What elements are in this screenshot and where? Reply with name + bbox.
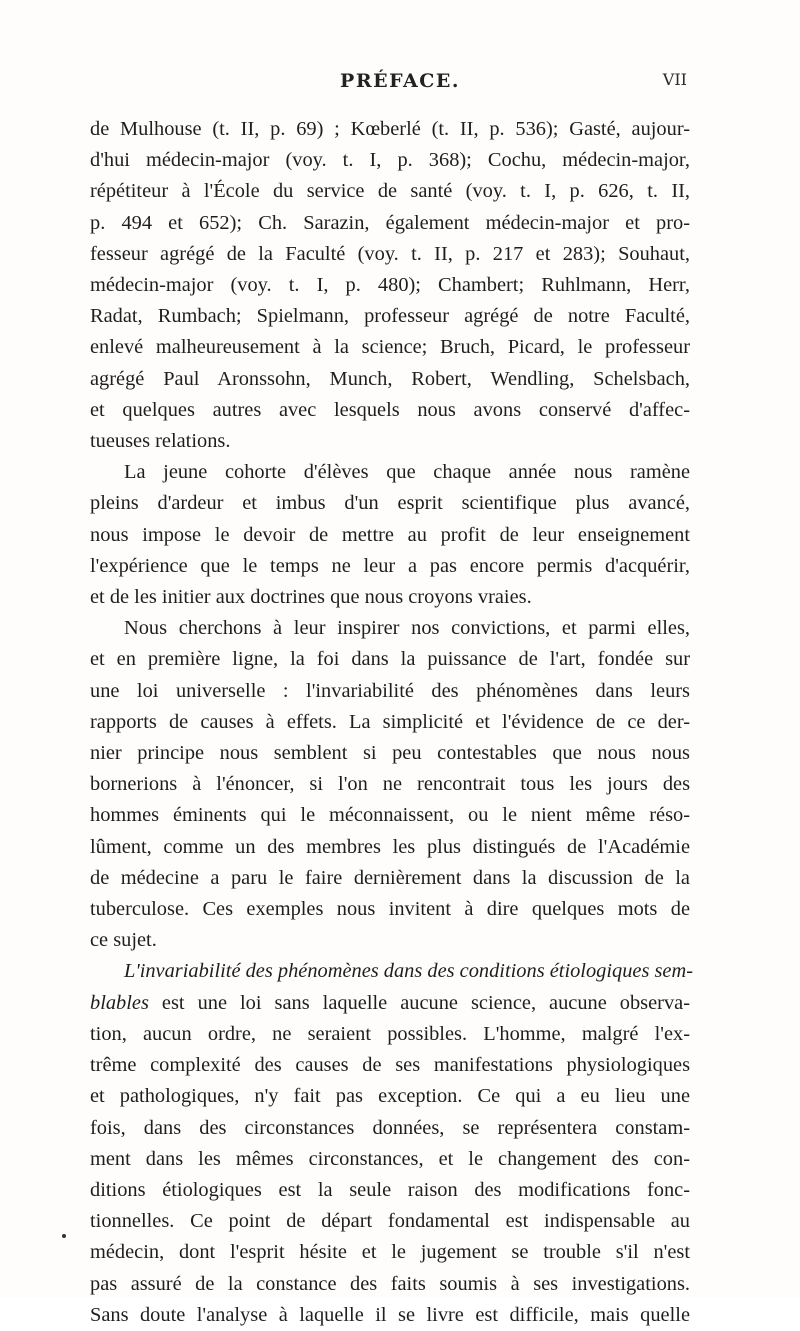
text-line: d'hui médecin-major (voy. t. I, p. 368); Cochu, médecin-major, <box>90 149 690 172</box>
text-line: Nous cherchons à leur inspirer nos convictions, et parmi elles, <box>124 617 690 640</box>
page-header <box>0 70 800 102</box>
text-line: une loi universelle : l'invariabilité des phénomènes dans leurs <box>90 679 690 702</box>
text-line: ment dans les mêmes circonstances, et le changement des con- <box>90 1147 690 1170</box>
text-line: Radat, Rumbach; Spielmann, professeur agrégé de notre Faculté, <box>90 305 690 328</box>
text-line: fois, dans des circonstances données, se représentera constam- <box>90 1116 690 1139</box>
text-span: est une loi sans laquelle aucune science, aucune observa- <box>161 991 690 1014</box>
text-line: p. 494 et 652); Ch. Sarazin, également médecin-major et pro- <box>90 211 690 234</box>
text-line: enlevé malheureusement à la science; Bruch, Picard, le professeur <box>90 336 690 359</box>
page-number: VII <box>662 70 687 89</box>
text-line: l'expérience que le temps ne leur a pas encore permis d'acquérir, <box>90 554 690 577</box>
text-line: lûment, comme un des membres les plus distingués de l'Académie <box>90 835 690 858</box>
running-title: PRÉFACE. <box>340 70 460 92</box>
text-line: rapports de causes à effets. La simplicité et l'évidence de ce der- <box>90 710 690 733</box>
text-line: pleins d'ardeur et imbus d'un esprit scientifique plus avancé, <box>90 492 690 515</box>
text-line: hommes éminents qui le méconnaissent, ou le nient même réso- <box>90 804 690 827</box>
text-line: tueuses relations. <box>90 430 231 453</box>
text-line: tuberculose. Ces exemples nous invitent à dire quelques mots de <box>90 898 690 921</box>
text-line: pas assuré de la constance des faits soumis à ses investigations. <box>90 1272 690 1295</box>
text-line: et pathologiques, n'y fait pas exception. Ce qui a eu lieu une <box>90 1085 690 1108</box>
text-line: La jeune cohorte d'élèves que chaque année nous ramène <box>124 461 690 484</box>
text-line: médecin, dont l'esprit hésite et le jugement se trouble s'il n'est <box>90 1241 690 1264</box>
text-line: agrégé Paul Aronssohn, Munch, Robert, Wendling, Schelsbach, <box>90 367 690 390</box>
text-line: fesseur agrégé de la Faculté (voy. t. II, p. 217 et 283); Souhaut, <box>90 242 690 265</box>
text-line: de Mulhouse (t. II, p. 69) ; Kœberlé (t. II, p. 536); Gasté, aujour- <box>90 118 690 140</box>
text-line: trême complexité des causes de ses manifestations physiologiques <box>90 1054 690 1077</box>
body-text <box>90 114 693 1331</box>
text-line: et en première ligne, la foi dans la puissance de l'art, fondée sur <box>90 648 690 671</box>
text-line: tionnelles. Ce point de départ fondamental est indispensable au <box>90 1210 690 1233</box>
italic-phrase: L'invariabilité des phénomènes dans des conditions étiologiques sem- <box>124 960 693 983</box>
text-line: bornerions à l'énoncer, si l'on ne rencontrait tous les jours des <box>90 773 690 796</box>
scan-speck <box>62 1234 66 1238</box>
text-line <box>90 988 690 1019</box>
text-line: nier principe nous semblent si peu contestables que nous nous <box>90 742 690 765</box>
text-line <box>90 956 693 987</box>
text-line: répétiteur à l'École du service de santé (voy. t. I, p. 626, t. II, <box>90 180 690 203</box>
text-line: ditions étiologiques est la seule raison des modifications fonc- <box>90 1178 690 1201</box>
text-line: Sans doute l'analyse à laquelle il se livre est difficile, mais quelle <box>90 1303 690 1326</box>
text-line: et de les initier aux doctrines que nous croyons vraies. <box>90 586 532 609</box>
text-line: médecin-major (voy. t. I, p. 480); Chambert; Ruhlmann, Herr, <box>90 274 690 297</box>
text-line: et quelques autres avec lesquels nous avons conservé d'affec- <box>90 398 690 421</box>
text-line: ce sujet. <box>90 929 157 952</box>
text-line: nous impose le devoir de mettre au profit de leur enseignement <box>90 523 690 546</box>
text-line: tion, aucun ordre, ne seraient possibles. L'homme, malgré l'ex- <box>90 1022 690 1045</box>
text-line: de médecine a paru le faire dernièrement dans la discussion de la <box>90 866 690 889</box>
italic-phrase: blables <box>90 991 149 1014</box>
